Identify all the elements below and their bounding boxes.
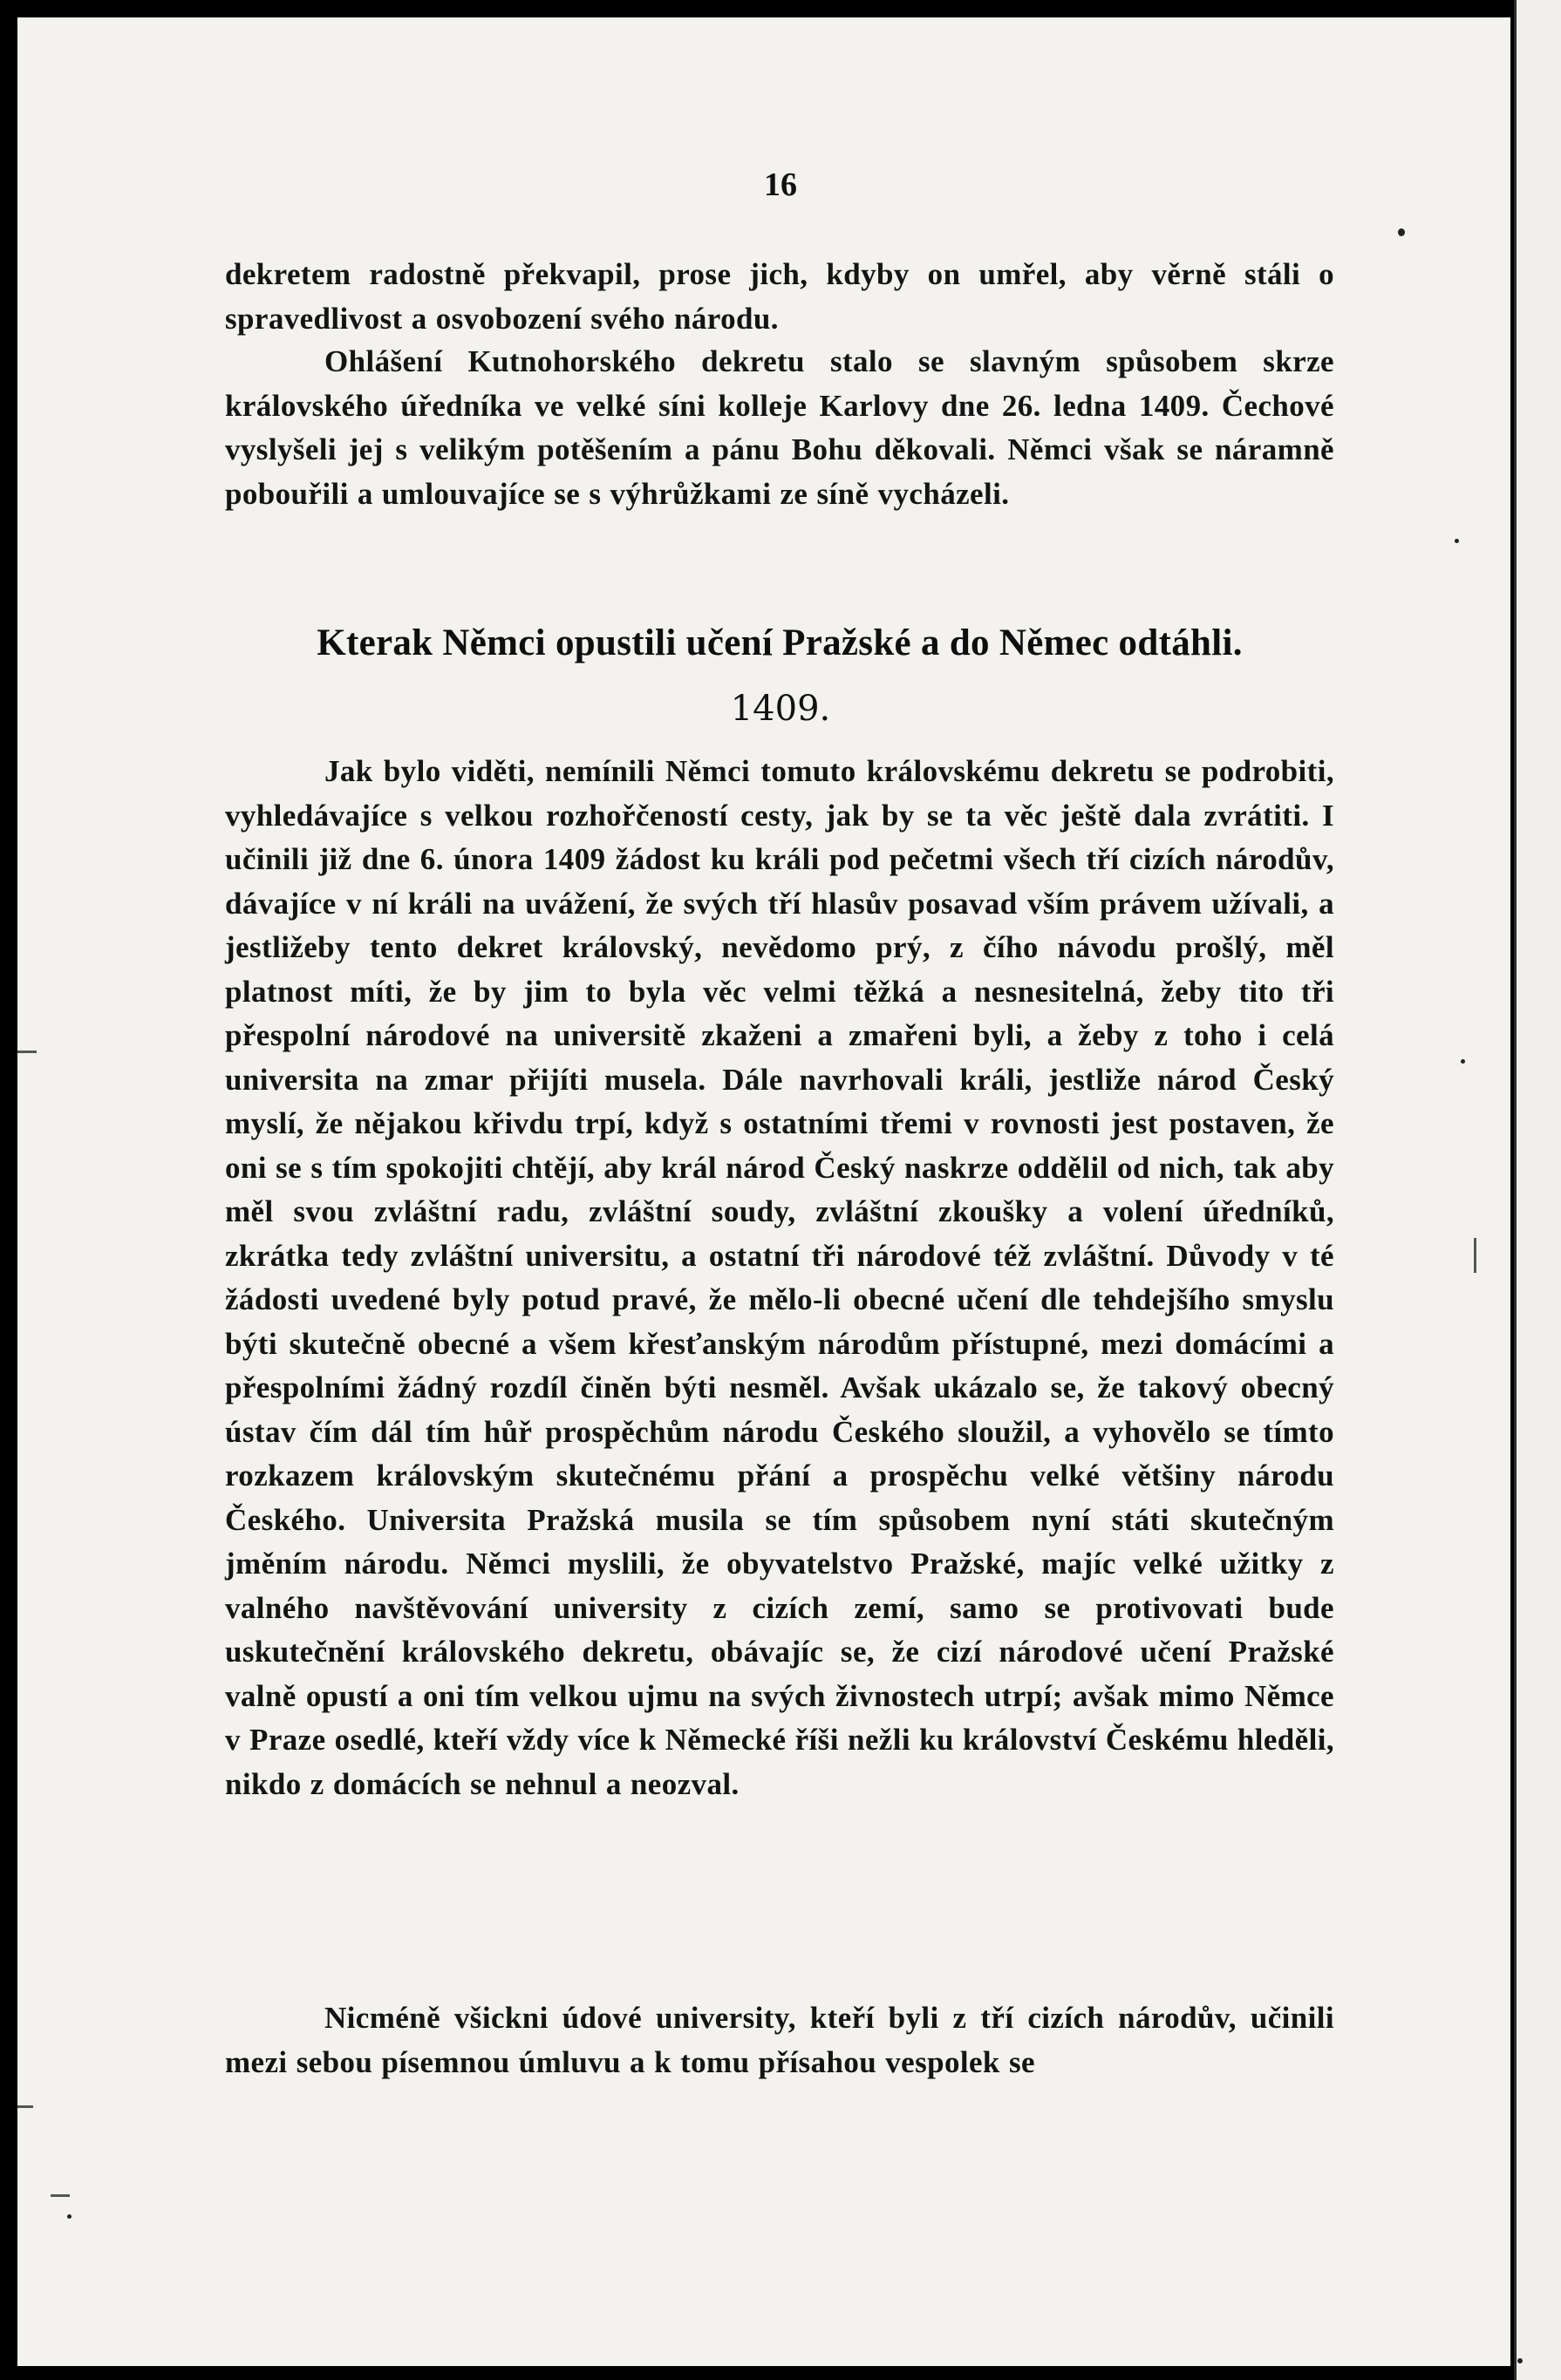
page-edge-strip [1514,0,1561,2380]
margin-mark [17,1051,37,1053]
paragraph-agreement: Nicméně všickni údové university, kteří byli z tří cizích národův, učinili mezi sebou písemnou úmluvu a k tomu přísahou vespolek se [225,2001,1334,2079]
page-edge-line [1514,0,1517,2380]
paragraph-decree-announcement: Ohlášení Kutnohorského dekretu stalo se slavným spůsobem skrze královského úředníka ve velké síni kolleje Karlovy dne 26. ledna 1409. Čechové vyslyšeli jej s velikým potěšením a pánu Bohu děkovali. Němci však se náramně pobouřili a umlouvajíce se s výhrůžkami ze síně vycházeli. [225,344,1334,511]
ink-speck [1398,228,1405,236]
margin-mark [1474,1238,1476,1273]
paragraph-germans-petition: Jak bylo viděti, nemínili Němci tomuto královskému dekretu se podrobiti, vyhledávajíce s velkou rozhořčeností cesty, jak by se ta věc ještě dala zvrátiti. I učinili již dne 6. února 1409 žádost ku králi pod pečetmi všech tří cizích národův, dávajíce v ní králi na uvážení, že svých tří hlasův posavad vším právem užívali, a jestližeby tento dekret královský, nevědomo prý, z čího návodu prošlý, měl platnost míti, že by jim to byla věc velmi těžká a nesnesitelná, žeby tito tři přespolní národové na universitě zkaženi a zmařeni byli, a žeby z toho i celá universita na zmar přijíti musela. Dále navrhovali králi, jestliže národ Český myslí, že nějakou křivdu trpí, když s ostatními třemi v rovnosti jest postaven, že oni se s tím spokojiti chtějí, aby král národ Český naskrze oddělil od nich, tak aby měl svou zvláštní radu, zvláštní soudy, zvláštní zkoušky a volení úředníků, zkrátka tedy zvláštní universitu, a ostatní tři národové též zvláštní. Důvody v té žádosti uvedené byly potud pravé, že mělo-li obecné učení dle tehdejšího smyslu býti skutečně obecné a všem křesťanským národům přístupné, mezi domácími a přespolními žádný rozdíl činěn býti nesměl. Avšak ukázalo se, že takový obecný ústav čím dál tím hůř prospěchům národu Českého sloužil, a vyhovělo se tímto rozkazem královským skutečnému přání a prospěchu velké většiny národu Českého. Universita Pražská musila se tím spůsobem nyní státi skutečným jměním národu. Němci myslili, že obyvatelstvo Pražské, majíc velké užitky z valného navštěvování university z cizích zemí, samo se protivovati bude uskutečnění královského dekretu, obávajíc se, že cizí národové učení Pražské valně opustí a oni tím velkou ujmu na svých živnostech utrpí; avšak mimo Němce v Praze osedlé, kteří vždy více k Německé říši nežli ku království Českému hleděli, nikdo z domácích se nehnul a neozval. [225,754,1334,1801]
section-heading: Kterak Němci opustili učení Pražské a do Němec odtáhli. [317,622,1243,663]
ink-speck [1517,2358,1523,2363]
ink-speck [1455,539,1459,543]
margin-mark [51,2194,70,2197]
section-year: 1409. [730,689,831,729]
paragraph-continued: dekretem radostně překvapil, prose jich, kdyby on umřel, aby věrně stáli o spravedlivost a osvobození svého národu. [225,257,1334,336]
ink-speck [67,2214,72,2219]
ink-speck [1461,1059,1465,1064]
page-number: 16 [764,167,797,203]
margin-mark [17,2105,33,2108]
